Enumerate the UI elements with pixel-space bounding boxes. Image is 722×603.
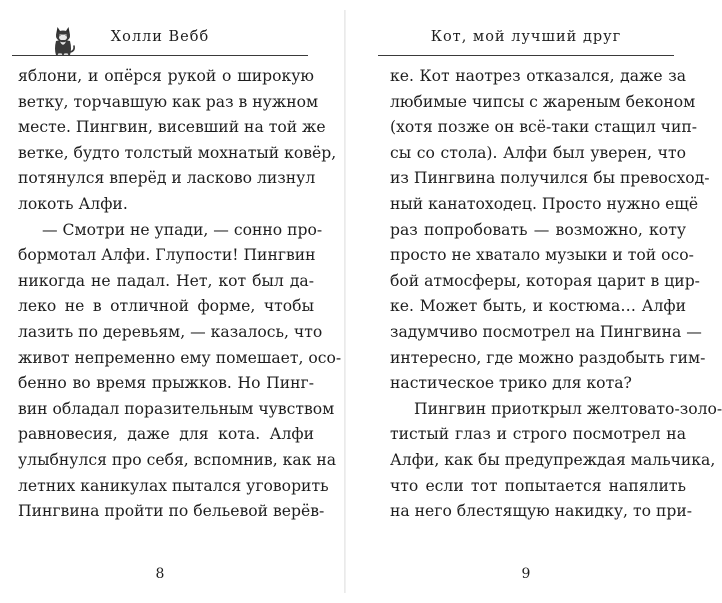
text-line: локоть Алфи. (18, 194, 128, 213)
text-line: задумчиво посмотрел на Пингвина — (390, 322, 702, 341)
text-line: тистый глаз и строго посмотрел на (390, 425, 686, 444)
text-line: интересно, где можно раздобыть гим- (390, 348, 706, 367)
header-rule (378, 55, 674, 56)
text-line: бенно во время прыжков. Но Пинг- (18, 374, 314, 393)
right-running-header (378, 24, 674, 56)
text-line: Пингвина пройти по бельевой верёв- (18, 502, 325, 521)
text-line: леко не в отличной форме, чтобы (18, 297, 314, 316)
text-line: просто не хватало музыки и той осо- (390, 246, 694, 265)
text-line: из Пингвина получился бы превосход- (390, 169, 710, 188)
book-spine-shadow (344, 10, 346, 593)
text-line: ке. Может быть, и костюма… Алфи (390, 297, 686, 316)
text-line: что если тот попытается напялить (390, 476, 686, 495)
left-page (0, 0, 342, 603)
text-line: — Смотри не упади, — сонно про- (42, 220, 323, 239)
page-number: 8 (155, 566, 165, 582)
text-line: вин обладал поразительным чувством (18, 399, 335, 418)
text-line: равновесия, даже для кота. Алфи (18, 425, 314, 444)
header-rule (12, 55, 308, 56)
text-line: яблони, и опёрся рукой о широкую (18, 67, 314, 85)
text-line: летних каникулах пытался уговорить (18, 476, 329, 495)
left-page-text (18, 64, 342, 525)
text-line: раз попробовать — возможно, коту (390, 220, 686, 239)
text-line: лазить по деревьям, — казалось, что (18, 322, 323, 341)
left-running-header (12, 24, 308, 56)
text-line: месте. Пингвин, висевший на той же (18, 118, 326, 137)
book-title: Кот, мой лучший друг (430, 29, 622, 45)
text-line: ке. Кот наотрез отказался, даже за (390, 67, 686, 85)
text-line: настическое трико для кота? (390, 374, 632, 393)
author-name: Холли Вебб (110, 29, 210, 45)
text-line: любимые чипсы с жареным беконом (390, 92, 696, 111)
text-line: никогда не падал. Нет, кот был да- (18, 271, 314, 290)
text-line: Алфи, как бы предупреждая мальчика, (390, 450, 716, 469)
page-number: 9 (521, 566, 531, 582)
right-page (350, 0, 722, 603)
text-line: ветке, будто толстый мохнатый ковёр, (18, 143, 337, 162)
text-line: Пингвин приоткрыл желтовато-золо- (414, 399, 722, 418)
text-line: ный канатоходец. Просто нужно ещё (390, 194, 699, 213)
text-line: улыбнулся про себя, вспомнив, как на (18, 450, 337, 469)
text-line: (хотя позже он всё-таки стащил чип- (390, 118, 698, 137)
text-line: потянулся вперёд и ласково лизнул (18, 169, 316, 188)
text-line: ветку, торчавшую как раз в нужном (18, 92, 319, 111)
right-page-text (390, 64, 722, 525)
text-line: бормотал Алфи. Глупости! Пингвин (18, 246, 316, 265)
text-line: бой атмосферы, которая царит в цир- (390, 271, 700, 290)
text-line: сы со стола). Алфи был уверен, что (390, 143, 686, 162)
text-line: живот непременно ему помешает, осо- (18, 348, 342, 367)
text-line: на него блестящую накидку, то при- (390, 502, 692, 521)
